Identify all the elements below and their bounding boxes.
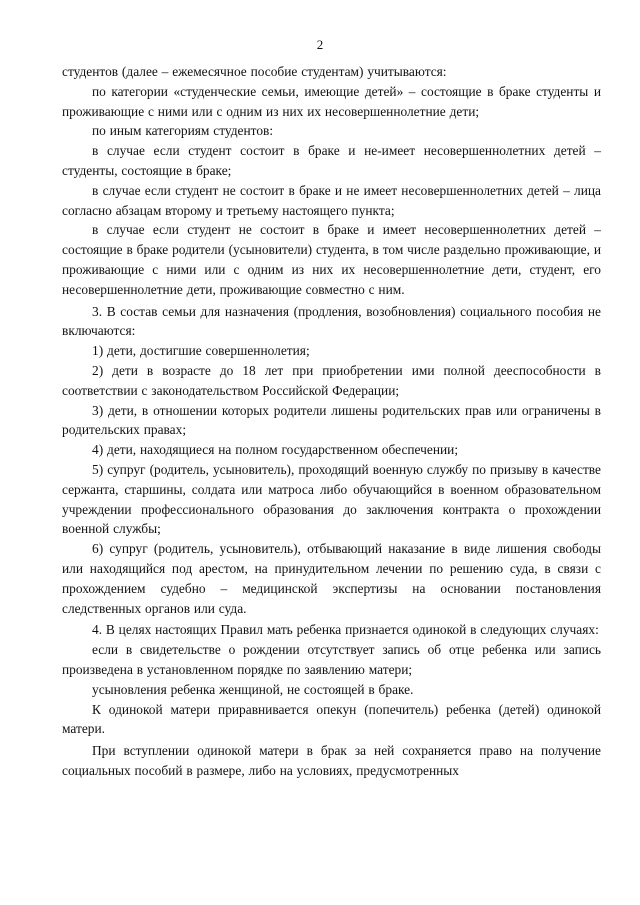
paragraph: в случае если студент не состоит в браке и не имеет несовершеннолетних детей – лица согласно абзацам второму и третьему настоящего пункта; bbox=[62, 182, 601, 218]
paragraph: студентов (далее – ежемесячное пособие студентам) учитываются: bbox=[62, 64, 447, 79]
list-item: 5) супруг (родитель, усыновитель), проходящий военную службу по призыву в качестве сержанта, старшины, солдата или матроса либо обучающийся в военном образовательном учреждении профессионального образования до заключения контракта о прохождении военной службы; bbox=[62, 461, 601, 537]
paragraph: по иным категориям студентов: bbox=[92, 123, 274, 139]
paragraph: если в свидетельстве о рождении отсутствует запись об отце ребенка или запись произведена в установленном порядке по заявлению матери; bbox=[62, 642, 601, 677]
paragraph: в случае если студент не состоит в браке и имеет несовершеннолетних детей – состоящие в браке родители (усыновители) студента, в том числе раздельно проживающие, и проживающие с ними или с одним из них их несовершеннолетние дети, студент, его несовершеннолетние дети, проживающие совместно с ним. bbox=[62, 222, 601, 297]
paragraph: 3. В состав семьи для назначения (продления, возобновления) социального пособия не включаются: bbox=[62, 303, 601, 339]
paragraph: При вступлении одинокой матери в брак за ней сохраняется право на получение социальных пособий в размере, либо на условиях, предусмотренных bbox=[62, 743, 601, 778]
paragraph: в случае если студент состоит в браке и не-имеет несовершеннолетних детей – студенты, состоящие в браке; bbox=[62, 143, 601, 178]
list-item: 1) дети, достигшие совершеннолетия; bbox=[92, 343, 310, 359]
page-number: 2 bbox=[316, 37, 324, 52]
paragraph: по категории «студенческие семьи, имеющие детей» – состоящие в браке студенты и проживающие с ними или с одним из них их несовершеннолетние дети; bbox=[62, 83, 601, 119]
list-item: 3) дети, в отношении которых родители лишены родительских прав или ограничены в родительских правах; bbox=[62, 402, 601, 438]
list-item: 6) супруг (родитель, усыновитель), отбывающий наказание в виде лишения свободы или находящийся под арестом, на принудительном лечении по решению суда, в связи с прохождением судебно – медицинской экспертизы на основании постановления следственных органов или суда. bbox=[62, 541, 601, 616]
list-item: 4) дети, находящиеся на полном государственном обеспечении; bbox=[92, 442, 459, 458]
document-body bbox=[62, 62, 601, 781]
list-item: 2) дети в возрасте до 18 лет при приобретении ими полной дееспособности в соответствии с законодательством Российской Федерации; bbox=[62, 362, 601, 398]
paragraph: К одинокой матери приравнивается опекун (попечитель) ребенка (детей) одинокой матери. bbox=[62, 701, 601, 737]
paragraph: 4. В целях настоящих Правил мать ребенка признается одинокой в следующих случаях: bbox=[92, 622, 599, 638]
paragraph: усыновления ребенка женщиной, не состоящей в браке. bbox=[92, 681, 414, 697]
